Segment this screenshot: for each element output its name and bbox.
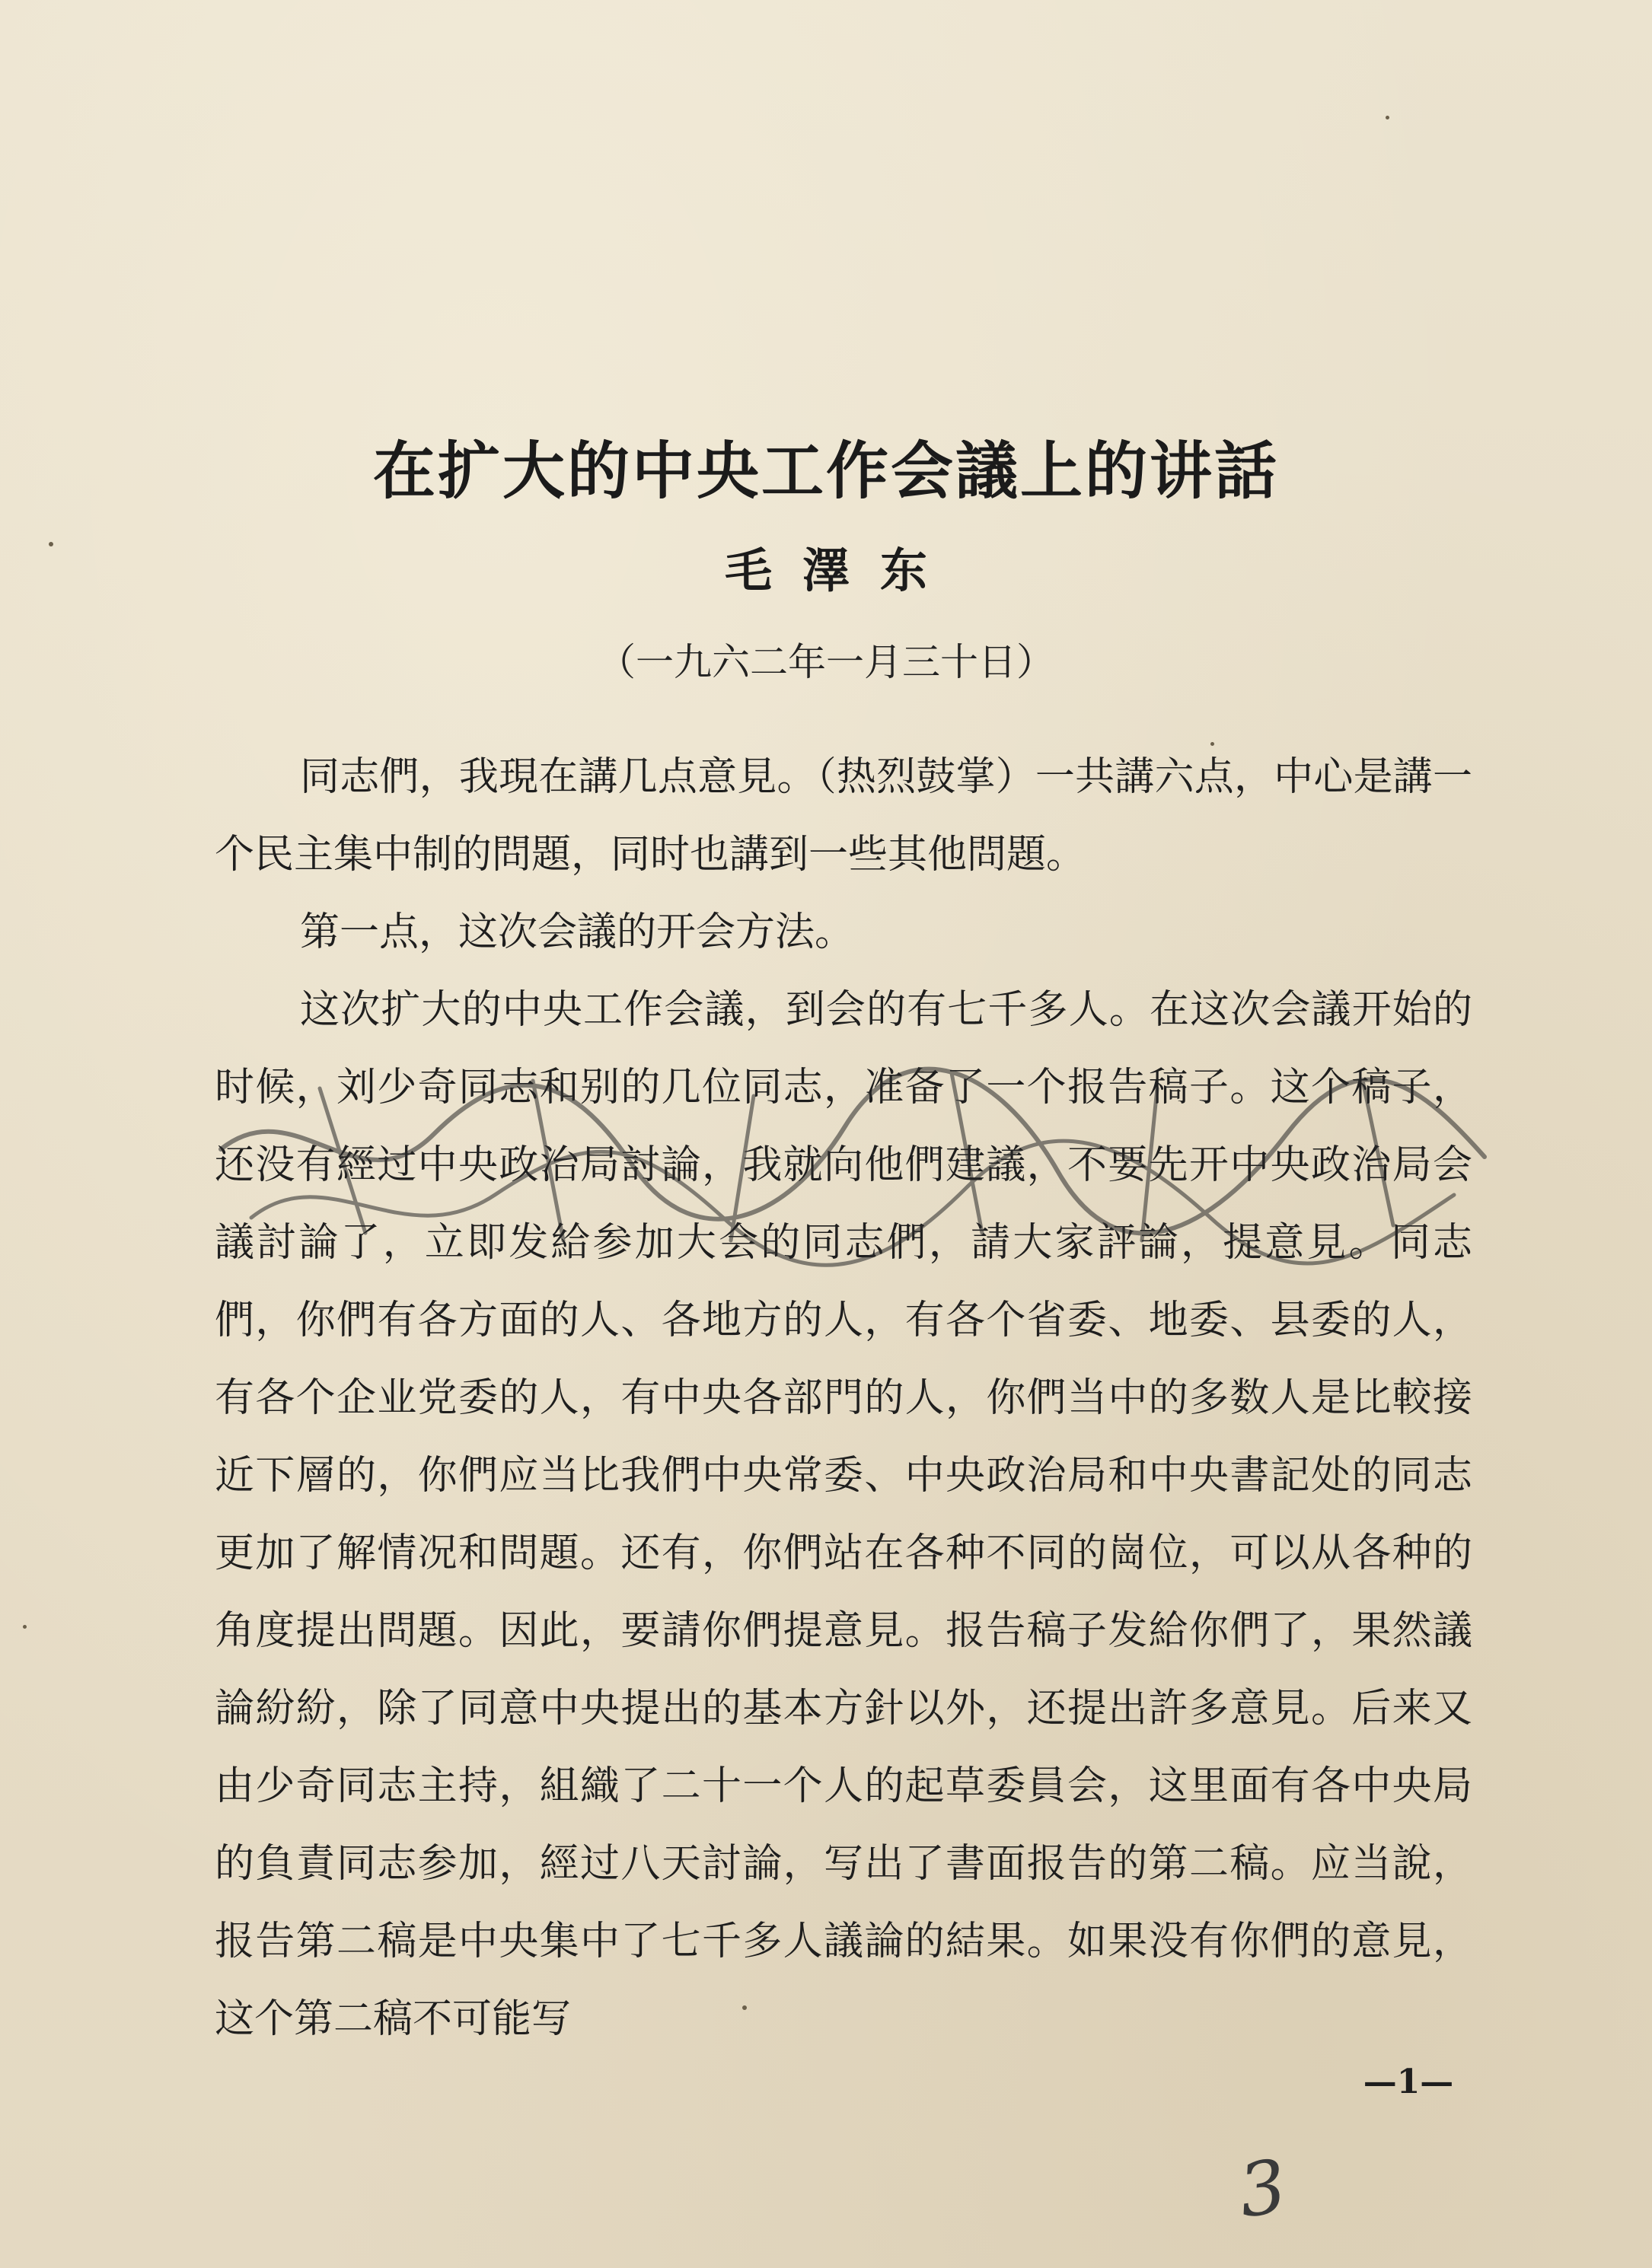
document-title: 在扩大的中央工作会議上的讲話 [372,435,1279,508]
paper-speck [742,2005,747,2010]
paragraph: 这次扩大的中央工作会議，到会的有七千多人。在这次会議开始的时候，刘少奇同志和别的几位同志，准备了一个报告稿子。这个稿子，还没有經过中央政治局討論，我就向他們建議，不要先开中央政治局会議討論了，立即发給参加大会的同志們，請大家評論，提意見。同志們，你們有各方面的人、各地方的人，有各个省委、地委、县委的人，有各个企业党委的人，有中央各部門的人，你們当中的多数人是比較接近下層的，你們应当比我們中央常委、中央政治局和中央書記处的同志更加了解情况和問題。还有，你們站在各种不同的崗位，可以从各种的角度提出問題。因此，要請你們提意見。报告稿子发給你們了，果然議論紛紛，除了同意中央提出的基本方針以外，还提出許多意見。后来又由少奇同志主持，組織了二十一个人的起草委員会，这里面有各中央局的負責同志参加，經过八天討論，写出了書面报告的第二稿。应当說，报告第二稿是中央集中了七千多人議論的結果。如果没有你們的意見，这个第二稿不可能写 [215,987,1472,2042]
paragraph: 第一点，这次会議的开会方法。 [300,909,855,955]
document-author: 毛澤东 [724,543,958,598]
paragraph: 同志們，我現在講几点意見。（热烈鼓掌）一共講六点，中心是講一个民主集中制的問題，同时也講到一些其他問題。 [215,754,1472,878]
handwritten-page-number: 3 [1233,2143,1292,2235]
document-body [215,738,1472,2058]
paper-speck [1386,116,1389,119]
paper-speck [1210,742,1214,746]
page-number: —1— [1363,2063,1454,2101]
paper-speck [49,542,53,546]
paper-speck [23,1625,27,1629]
document-date: （一九六二年一月三十日） [598,640,1054,684]
